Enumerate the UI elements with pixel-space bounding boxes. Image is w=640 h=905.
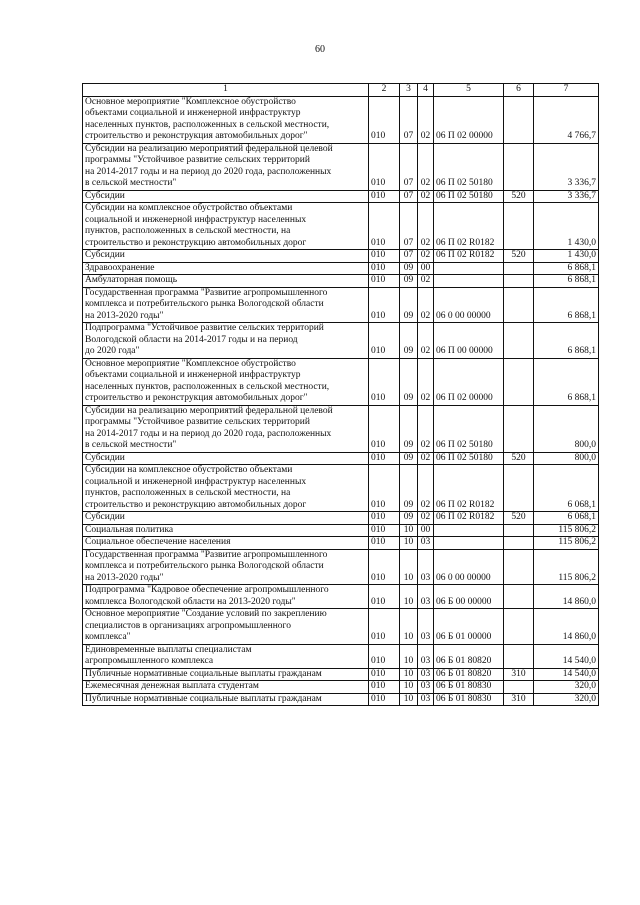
cell-subsection: 02: [418, 452, 434, 465]
cell-expense-type: [504, 585, 534, 609]
table-row: [83, 644, 599, 668]
header-cell: 1: [83, 84, 369, 97]
cell-target-article: 06 Б 01 80820: [434, 644, 504, 668]
cell-name-line: Публичные нормативные социальные выплаты гражданам: [85, 693, 322, 704]
cell-amount: 3 336,7: [534, 143, 599, 190]
cell-target-article: [434, 262, 504, 275]
cell-subsection: 02: [418, 512, 434, 525]
cell-section: 10: [400, 693, 418, 706]
cell-amount: 115 806,2: [534, 524, 599, 537]
cell-name-line: комплекса и потребительского рынка Вологодской области: [85, 561, 324, 571]
cell-target-article: 06 П 02 R0182: [434, 512, 504, 525]
cell-gr: 010: [369, 262, 400, 275]
cell-target-article: [434, 524, 504, 537]
table-row: [83, 358, 599, 405]
header-cell: 6: [504, 84, 534, 97]
cell-amount: 800,0: [534, 405, 599, 452]
cell-gr: 010: [369, 96, 400, 143]
table-row: [83, 681, 599, 694]
cell-name-line: Субсидии: [85, 190, 125, 201]
cell-subsection: 03: [418, 693, 434, 706]
cell-name-line: Субсидии: [85, 250, 125, 260]
cell-target-article: 06 0 00 00000: [434, 287, 504, 323]
cell-gr: 010: [369, 190, 400, 203]
cell-name: [83, 275, 369, 288]
cell-subsection: 02: [418, 190, 434, 203]
cell-amount: 6 068,1: [534, 465, 599, 512]
table-row: [83, 96, 599, 143]
cell-section: 09: [400, 405, 418, 452]
cell-gr: 010: [369, 405, 400, 452]
cell-subsection: 00: [418, 524, 434, 537]
cell-subsection: 03: [418, 609, 434, 645]
cell-name: [83, 405, 369, 452]
cell-target-article: 06 П 02 00000: [434, 358, 504, 405]
cell-amount: 14 540,0: [534, 644, 599, 668]
cell-gr: 010: [369, 203, 400, 250]
table-row: [83, 275, 599, 288]
cell-section: 09: [400, 465, 418, 512]
cell-name: [83, 143, 369, 190]
cell-amount: 6 068,1: [534, 512, 599, 525]
cell-subsection: 02: [418, 275, 434, 288]
cell-target-article: [434, 275, 504, 288]
cell-name-line: населенных пунктов, расположенных в сельской местности,: [85, 381, 330, 392]
cell-subsection: 02: [418, 323, 434, 359]
header-cell: 4: [418, 84, 434, 97]
table-row: [83, 465, 599, 512]
cell-gr: 010: [369, 681, 400, 694]
cell-name-line: до 2020 года": [85, 346, 140, 356]
cell-section: 09: [400, 262, 418, 275]
cell-expense-type: [504, 287, 534, 323]
cell-expense-type: 520: [504, 452, 534, 465]
cell-expense-type: 520: [504, 250, 534, 263]
table-row: [83, 512, 599, 525]
cell-name-line: Субсидии на реализацию мероприятий федеральной целевой: [85, 143, 333, 154]
cell-gr: 010: [369, 358, 400, 405]
cell-amount: 800,0: [534, 452, 599, 465]
table-row: [83, 190, 599, 203]
cell-name: [83, 693, 369, 706]
cell-name: [83, 681, 369, 694]
cell-name: [83, 644, 369, 668]
cell-target-article: 06 Б 01 80820: [434, 668, 504, 681]
cell-expense-type: [504, 203, 534, 250]
cell-subsection: 03: [418, 585, 434, 609]
cell-target-article: 06 Б 01 80830: [434, 693, 504, 706]
cell-expense-type: [504, 143, 534, 190]
cell-target-article: 06 0 00 00000: [434, 549, 504, 585]
cell-subsection: 00: [418, 262, 434, 275]
cell-name-line: на 2013-2020 годы": [85, 310, 164, 321]
cell-expense-type: [504, 537, 534, 550]
cell-amount: 14 860,0: [534, 585, 599, 609]
cell-target-article: 06 Б 01 80830: [434, 681, 504, 694]
cell-name-line: Субсидии на комплексное обустройство объектами: [85, 465, 293, 475]
cell-gr: 010: [369, 549, 400, 585]
table-row: [83, 143, 599, 190]
table-row: [83, 668, 599, 681]
cell-name-line: программы "Устойчивое развитие сельских территорий: [85, 155, 310, 165]
cell-expense-type: 310: [504, 668, 534, 681]
cell-subsection: 02: [418, 250, 434, 263]
cell-section: 07: [400, 203, 418, 250]
cell-section: 07: [400, 190, 418, 203]
cell-amount: 4 766,7: [534, 96, 599, 143]
cell-gr: 010: [369, 512, 400, 525]
cell-subsection: 02: [418, 143, 434, 190]
cell-amount: 320,0: [534, 693, 599, 706]
cell-name-line: специалистов в организациях агропромышленного: [85, 620, 291, 631]
cell-section: 09: [400, 275, 418, 288]
cell-name-line: Субсидии: [85, 512, 125, 522]
cell-expense-type: [504, 405, 534, 452]
cell-expense-type: 520: [504, 190, 534, 203]
cell-name-line: строительство и реконструкция автомобильных дорог": [85, 131, 308, 141]
cell-name-line: Субсидии на комплексное обустройство объектами: [85, 203, 293, 213]
cell-name-line: Основное мероприятие "Создание условий по закреплению: [85, 609, 327, 619]
cell-name-line: агропромышленного комплекса: [85, 656, 214, 666]
table-row: [83, 203, 599, 250]
cell-gr: 010: [369, 644, 400, 668]
cell-name-line: Ежемесячная денежная выплата студентам: [85, 681, 259, 691]
cell-name: [83, 609, 369, 645]
cell-expense-type: [504, 609, 534, 645]
cell-name-line: на 2014-2017 годы и на период до 2020 года, расположенных: [85, 428, 332, 439]
cell-expense-type: [504, 465, 534, 512]
cell-expense-type: [504, 644, 534, 668]
cell-name-line: населенных пунктов, расположенных в сельской местности,: [85, 119, 330, 130]
cell-target-article: 06 П 02 00000: [434, 96, 504, 143]
cell-gr: 010: [369, 585, 400, 609]
cell-gr: 010: [369, 250, 400, 263]
cell-amount: 115 806,2: [534, 549, 599, 585]
cell-section: 10: [400, 537, 418, 550]
cell-name-line: пунктов, расположенных в сельской местности, на: [85, 488, 291, 498]
table-row: [83, 405, 599, 452]
cell-name-line: объектами социальной и инженерной инфраструктур: [85, 370, 301, 380]
cell-gr: 010: [369, 275, 400, 288]
cell-name-line: объектами социальной и инженерной инфраструктур: [85, 108, 301, 118]
cell-subsection: 03: [418, 549, 434, 585]
cell-target-article: 06 П 02 50180: [434, 143, 504, 190]
cell-name-line: программы "Устойчивое развитие сельских территорий: [85, 417, 310, 427]
cell-name-line: Субсидии: [85, 452, 125, 463]
cell-name: [83, 465, 369, 512]
cell-amount: 14 860,0: [534, 609, 599, 645]
cell-amount: 6 868,1: [534, 323, 599, 359]
cell-subsection: 03: [418, 644, 434, 668]
cell-target-article: 06 Б 00 00000: [434, 585, 504, 609]
cell-name-line: комплекса": [85, 632, 131, 642]
cell-name-line: Подпрограмма "Кадровое обеспечение агропромышленного: [85, 585, 329, 595]
cell-name: [83, 190, 369, 203]
cell-target-article: 06 Б 01 00000: [434, 609, 504, 645]
cell-name: [83, 668, 369, 681]
cell-name-line: на 2013-2020 годы": [85, 572, 164, 583]
table-row: [83, 262, 599, 275]
cell-section: 10: [400, 668, 418, 681]
table-body: [83, 84, 599, 706]
cell-target-article: 06 П 02 R0182: [434, 203, 504, 250]
page-number: 60: [315, 44, 325, 55]
table-row: [83, 452, 599, 465]
cell-section: 09: [400, 452, 418, 465]
cell-name-line: строительство и реконструкция автомобильных дорог": [85, 393, 308, 403]
cell-amount: 115 806,2: [534, 537, 599, 550]
cell-name: [83, 358, 369, 405]
cell-name: [83, 262, 369, 275]
cell-name-line: на 2014-2017 годы и на период до 2020 года, расположенных: [85, 166, 332, 177]
cell-gr: 010: [369, 609, 400, 645]
cell-subsection: 02: [418, 405, 434, 452]
cell-gr: 010: [369, 465, 400, 512]
cell-gr: 010: [369, 323, 400, 359]
cell-name: [83, 585, 369, 609]
cell-section: 07: [400, 143, 418, 190]
cell-name: [83, 287, 369, 323]
header-cell: 3: [400, 84, 418, 97]
cell-gr: 010: [369, 693, 400, 706]
cell-section: 10: [400, 585, 418, 609]
cell-target-article: 06 П 02 R0182: [434, 250, 504, 263]
cell-section: 10: [400, 549, 418, 585]
cell-section: 10: [400, 609, 418, 645]
cell-subsection: 02: [418, 465, 434, 512]
cell-name-line: социальной и инженерной инфраструктур населенных: [85, 214, 307, 225]
cell-expense-type: [504, 549, 534, 585]
cell-expense-type: [504, 681, 534, 694]
cell-name: [83, 512, 369, 525]
cell-section: 09: [400, 358, 418, 405]
cell-name: [83, 250, 369, 263]
cell-name-line: в сельской местности": [85, 178, 177, 188]
cell-subsection: 02: [418, 358, 434, 405]
cell-name: [83, 452, 369, 465]
cell-target-article: 06 П 02 50180: [434, 452, 504, 465]
cell-amount: 14 540,0: [534, 668, 599, 681]
budget-table: [82, 83, 599, 706]
cell-target-article: 06 П 02 50180: [434, 190, 504, 203]
cell-amount: 6 868,1: [534, 275, 599, 288]
cell-section: 09: [400, 287, 418, 323]
cell-name-line: пунктов, расположенных в сельской местности, на: [85, 226, 291, 236]
cell-name-line: комплекса и потребительского рынка Вологодской области: [85, 299, 324, 309]
table-row: [83, 323, 599, 359]
cell-expense-type: 520: [504, 512, 534, 525]
cell-name-line: Социальная политика: [85, 524, 174, 535]
cell-expense-type: [504, 275, 534, 288]
cell-subsection: 03: [418, 537, 434, 550]
cell-name: [83, 524, 369, 537]
cell-name-line: в сельской местности": [85, 440, 177, 450]
cell-gr: 010: [369, 524, 400, 537]
table-row: [83, 693, 599, 706]
cell-section: 10: [400, 644, 418, 668]
cell-section: 07: [400, 96, 418, 143]
table-row: [83, 537, 599, 550]
cell-name-line: Субсидии на реализацию мероприятий федеральной целевой: [85, 405, 333, 416]
cell-name-line: Государственная программа "Развитие агропромышленного: [85, 287, 328, 298]
cell-amount: 6 868,1: [534, 262, 599, 275]
cell-name-line: Амбулаторная помощь: [85, 275, 178, 285]
cell-name-line: Единовременные выплаты специалистам: [85, 644, 252, 655]
cell-amount: 1 430,0: [534, 203, 599, 250]
cell-expense-type: [504, 524, 534, 537]
cell-target-article: 06 П 00 00000: [434, 323, 504, 359]
cell-gr: 010: [369, 537, 400, 550]
cell-expense-type: 310: [504, 693, 534, 706]
cell-amount: 1 430,0: [534, 250, 599, 263]
header-cell: 5: [434, 84, 504, 97]
header-cell: 7: [534, 84, 599, 97]
cell-name: [83, 203, 369, 250]
cell-section: 10: [400, 681, 418, 694]
cell-name-line: Подпрограмма "Устойчивое развитие сельских территорий: [85, 323, 324, 333]
cell-target-article: [434, 537, 504, 550]
cell-expense-type: [504, 96, 534, 143]
table-row: [83, 250, 599, 263]
table-row: [83, 609, 599, 645]
cell-target-article: 06 П 02 R0182: [434, 465, 504, 512]
cell-target-article: 06 П 02 50180: [434, 405, 504, 452]
cell-subsection: 03: [418, 681, 434, 694]
cell-gr: 010: [369, 287, 400, 323]
cell-name: [83, 323, 369, 359]
cell-subsection: 02: [418, 203, 434, 250]
cell-name: [83, 537, 369, 550]
cell-amount: 3 336,7: [534, 190, 599, 203]
cell-name-line: комплекса Вологодской области на 2013-2020 годы": [85, 596, 296, 607]
header-cell: 2: [369, 84, 400, 97]
cell-amount: 6 868,1: [534, 358, 599, 405]
cell-name-line: Государственная программа "Развитие агропромышленного: [85, 549, 328, 560]
cell-gr: 010: [369, 143, 400, 190]
cell-name-line: Вологодской области на 2014-2017 годы и на период: [85, 334, 298, 345]
table-row: [83, 549, 599, 585]
header-row: [83, 84, 599, 97]
table-row: [83, 585, 599, 609]
cell-section: 07: [400, 250, 418, 263]
table-row: [83, 287, 599, 323]
cell-section: 09: [400, 323, 418, 359]
cell-section: 09: [400, 512, 418, 525]
cell-name: [83, 96, 369, 143]
cell-name-line: социальной и инженерной инфраструктур населенных: [85, 476, 307, 487]
cell-name-line: Основное мероприятие "Комплексное обустройство: [85, 358, 296, 369]
cell-expense-type: [504, 262, 534, 275]
cell-name-line: Здравоохранение: [85, 262, 155, 273]
cell-subsection: 02: [418, 287, 434, 323]
cell-subsection: 02: [418, 96, 434, 143]
cell-name-line: Публичные нормативные социальные выплаты гражданам: [85, 668, 322, 679]
cell-amount: 6 868,1: [534, 287, 599, 323]
cell-name: [83, 549, 369, 585]
cell-name-line: строительство и реконструкцию автомобильных дорог: [85, 499, 307, 510]
cell-expense-type: [504, 323, 534, 359]
cell-gr: 010: [369, 668, 400, 681]
cell-subsection: 03: [418, 668, 434, 681]
table-row: [83, 524, 599, 537]
cell-gr: 010: [369, 452, 400, 465]
cell-name-line: строительство и реконструкцию автомобильных дорог: [85, 237, 307, 248]
cell-expense-type: [504, 358, 534, 405]
cell-name-line: Основное мероприятие "Комплексное обустройство: [85, 96, 296, 107]
cell-section: 10: [400, 524, 418, 537]
cell-name-line: Социальное обеспечение населения: [85, 537, 231, 547]
cell-amount: 320,0: [534, 681, 599, 694]
